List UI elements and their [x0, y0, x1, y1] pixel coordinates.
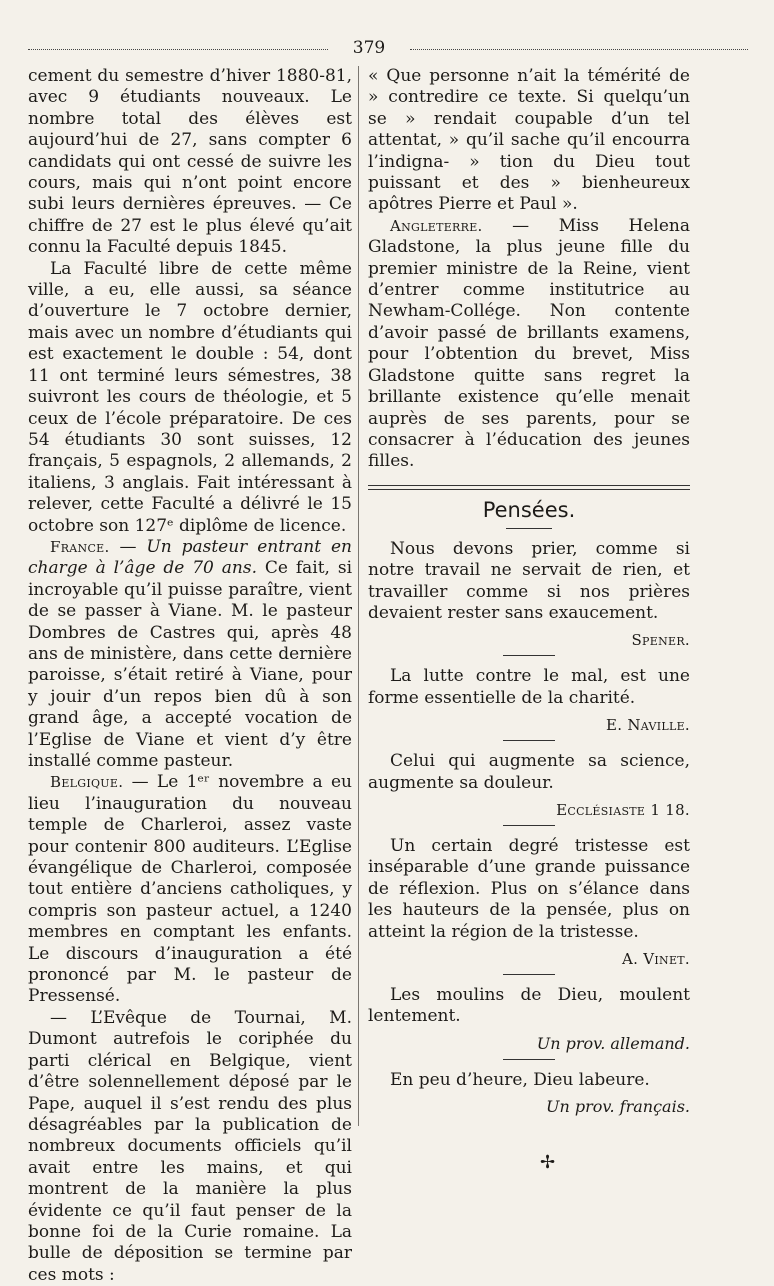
thought-text: En peu d’heure, Dieu labeure.: [390, 1069, 650, 1090]
author-name: Un prov. allemand.: [536, 1033, 690, 1053]
footer-ornament: ✢: [540, 1152, 556, 1173]
bull-quote: [368, 66, 690, 216]
section-double-rule: [368, 485, 690, 490]
right-column: [368, 66, 690, 1116]
author-name: Un prov. français.: [545, 1097, 690, 1117]
paragraph-france: France. — Un pasteur entrant en charge à l’âge de 70 ans. Ce fait, si incroyable qu’il puisse paraître, vient de se passer à Viane. M. le pasteur Dombres de Castres qui, après 48 ans de ministère, dans cette dernière paroisse, s’était retiré à Viane, pour y jouir d’un repos bien dû à son grand âge, a accepté vocation de l’Eglise de Viane et vient d’y être installé comme pasteur.: [28, 536, 353, 771]
thought-item: [368, 985, 690, 1053]
thought-separator: [503, 740, 555, 741]
belgique-text: — Le 1ᵉʳ novembre a eu lieu l’inauguration du nouveau temple de Charleroi, assez vaste pour contenir 800 auditeurs. L’Eglise évangélique de Charleroi, composée tout entière d’anciens catholiques, y compris son pasteur actuel, a 1240 membres en comptant les enfants. Le discours d’inauguration a été prononcé par M. le pasteur de Pressensé.: [28, 772, 353, 1007]
france-heading: Un pasteur entrant en charge à l’âge de 70 ans.: [28, 536, 353, 579]
header-rule-left: [28, 49, 328, 50]
thought-text: Celui qui augmente sa science, augmente sa douleur.: [368, 751, 690, 793]
country-label-belgique: Belgique.: [50, 773, 124, 792]
thought-separator: [503, 655, 555, 656]
thought-separator: [503, 825, 555, 826]
author-name: E. Naville.: [605, 716, 690, 735]
thought-author: [368, 949, 690, 968]
paragraph-semester: cement du semestre d’hiver 1880-81, avec 9 étudiants nouveaux. Le nombre total des élèves est aujourd’hui de 27, sans compter 6 candidats qui ont cessé de suivre les cours, mais qui n’ont point encore subi leurs dernières épreuves. — Ce chiffre de 27 est le plus élevé qu’ait connu la Faculté depuis 1845.: [28, 66, 352, 258]
angleterre-text: — Miss Helena Gladstone, la plus jeune fille du premier ministre de la Reine, vient d’entrer comme institutrice au Newham-Collége. Non contente d’avoir passé de brillants examens, pour l’obtention du brevet, Miss Gladstone quitte sans regret la brillante existence qu’elle menait auprès de ses parents, pour se consacrer à l’éducation des jeunes filles.: [368, 215, 690, 472]
left-column: [28, 66, 352, 1286]
country-label-angleterre: Angleterre.: [390, 216, 483, 235]
author-name: Ecclésiaste 1 18.: [556, 800, 690, 819]
thought-author: [368, 630, 690, 649]
thought-text: Un certain degré tristesse est inséparable d’une grande puissance de réflexion. Plus on s’élance dans les hauteurs de la pensée, plus on atteint la région de la tristesse.: [368, 835, 690, 942]
paragraph-tournai: — L’Evêque de Tournai, M. Dumont autrefois le coriphée du parti clérical en Belgique, vient d’être solennellement déposé par le Pape, auquel il s’est rendu des plus désagréables par la publication de nombreux documents officiels qu’il avait entre les mains, et qui montrent de la manière la plus évidente ce qu’il faut penser de la bonne foi de la Curie romaine. La bulle de déposition se termine par ces mots :: [28, 1007, 352, 1285]
thought-item: [368, 539, 690, 650]
author-name: A. Vinet.: [621, 950, 690, 968]
thought-author: [368, 715, 690, 734]
thought-item: [368, 751, 690, 819]
paragraph-free-faculty: La Faculté libre de cette même ville, a eu, elle aussi, sa séance d’ouverture le 7 octobre dernier, mais avec un nombre d’étudiants qui est exactement le double : 54, dont 11 ont terminé leurs sémestres, 38 suivront les cours de théologie, et 5 ceux de l’école préparatoire. De ces 54 étudiants 30 sont suisses, 12 français, 5 espagnols, 2 allemands, 2 italiens, 3 anglais. Fait intéressant à relever, cette Faculté a délivré le 15 octobre son 127ᵉ diplôme de licence.: [28, 258, 352, 536]
country-label-france: France.: [50, 537, 110, 556]
author-name: Spener.: [631, 631, 690, 650]
thought-author: [368, 1097, 690, 1116]
title-separator: [506, 528, 552, 529]
section-title: Pensées.: [482, 497, 576, 522]
thought-author: [368, 800, 690, 819]
column-divider: [358, 66, 359, 1126]
thought-item: [368, 666, 690, 734]
quote-text: « Que personne n’ait la témérité de » contredire ce texte. Si quelqu’un se » rendait coupable d’un tel attentat, » qu’il sache qu’il encourra l’indigna- » tion du Dieu tout puissant et des » bienheureux apôtres Pierre et Paul ».: [368, 66, 690, 215]
thought-separator: [503, 974, 555, 975]
header-rule-right: [410, 49, 748, 50]
thought-text: Les moulins de Dieu, moulent lentement.: [368, 985, 690, 1027]
page-header: [28, 38, 748, 62]
paragraph-angleterre: [368, 216, 690, 473]
thought-item: [368, 1070, 690, 1116]
page-number: 379: [352, 38, 386, 58]
thought-item: [368, 836, 690, 968]
thought-text: Nous devons prier, comme si notre travail ne servait de rien, et travailler comme si nos prières devaient rester sans exaucement.: [368, 538, 690, 623]
paragraph-belgique: [28, 772, 352, 1007]
thought-author: [368, 1034, 690, 1053]
france-text: Ce fait, si incroyable qu’il puisse paraître, vient de se passer à Viane. M. le pasteur Dombres de Castres qui, après 48 ans de ministère, dans cette dernière paroisse, s’était retiré à Viane, pour y jouir d’un repos bien dû à son grand âge, a accepté vocation de l’Eglise de Viane et vient d’y être installé comme pasteur.: [28, 558, 353, 771]
thought-separator: [503, 1059, 555, 1060]
thought-text: La lutte contre le mal, est une forme essentielle de la charité.: [368, 666, 690, 708]
